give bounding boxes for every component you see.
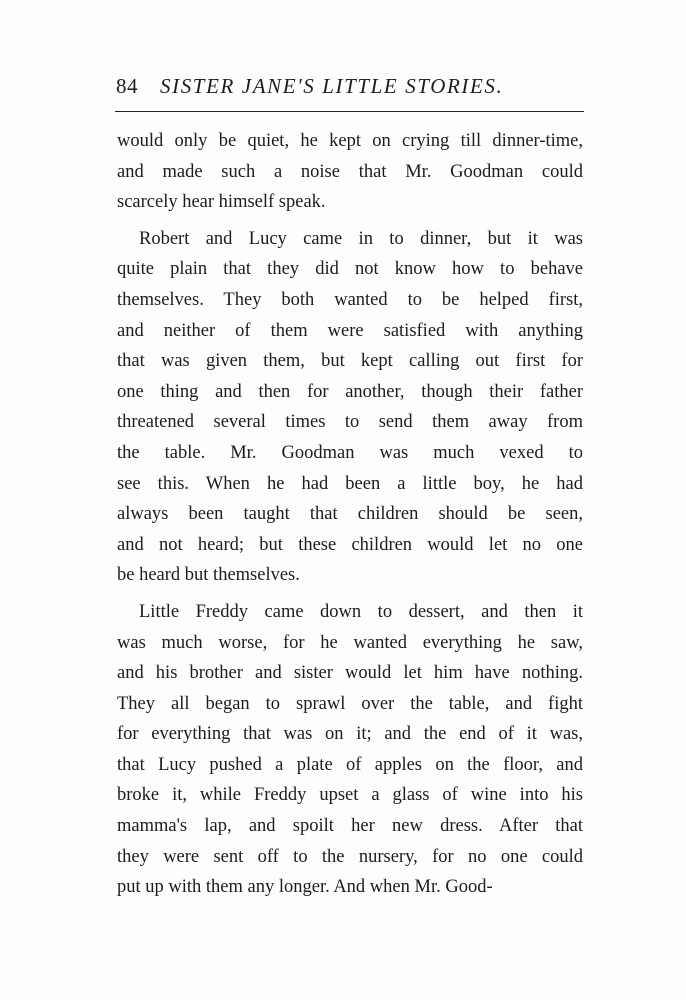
page-number: 84 — [116, 74, 138, 98]
text-line: for everything that was on it; and the end of it was, — [117, 724, 583, 745]
text-line: broke it, while Freddy upset a glass of wine into his — [117, 785, 583, 806]
text-line: They all began to sprawl over the table, and fight — [117, 693, 583, 714]
text-line: and his brother and sister would let him have nothing. — [117, 663, 583, 684]
text-line: Little Freddy came down to dessert, and then it — [139, 601, 583, 622]
text-line: and neither of them were satisfied with anything — [117, 320, 583, 341]
text-line: Robert and Lucy came in to dinner, but it was — [139, 228, 583, 249]
text-line: threatened several times to send them away from — [117, 412, 583, 433]
text-line: put up with them any longer. And when Mr. Good- — [117, 877, 493, 898]
text-line: would only be quiet, he kept on crying till dinner-time, — [117, 131, 583, 151]
paragraph — [117, 126, 583, 218]
text-line: always been taught that children should be seen, — [117, 504, 583, 525]
text-line: themselves. They both wanted to be helped first, — [117, 289, 583, 310]
text-line: and not heard; but these children would let no one — [117, 534, 583, 555]
text-line: was much worse, for he wanted everything he saw, — [117, 632, 583, 653]
body-text — [117, 126, 583, 903]
text-line: one thing and then for another, though their father — [117, 381, 583, 402]
text-line: they were sent off to the nursery, for no one could — [117, 846, 583, 867]
running-title: SISTER JANE'S LITTLE STORIES. — [160, 74, 504, 98]
text-line: and made such a noise that Mr. Goodman could — [117, 161, 583, 182]
paragraph — [117, 597, 583, 903]
paragraph — [117, 224, 583, 591]
text-line: that Lucy pushed a plate of apples on the floor, and — [117, 754, 583, 775]
text-line: mamma's lap, and spoilt her new dress. After that — [117, 816, 583, 837]
running-head — [116, 74, 586, 104]
text-line: that was given them, but kept calling out first for — [117, 351, 583, 372]
text-line: scarcely hear himself speak. — [117, 192, 326, 213]
text-line: see this. When he had been a little boy, he had — [117, 473, 583, 494]
text-line: the table. Mr. Goodman was much vexed to — [117, 442, 583, 463]
text-line: be heard but themselves. — [117, 565, 300, 586]
text-line: quite plain that they did not know how to behave — [117, 259, 583, 280]
header-rule — [115, 111, 584, 112]
